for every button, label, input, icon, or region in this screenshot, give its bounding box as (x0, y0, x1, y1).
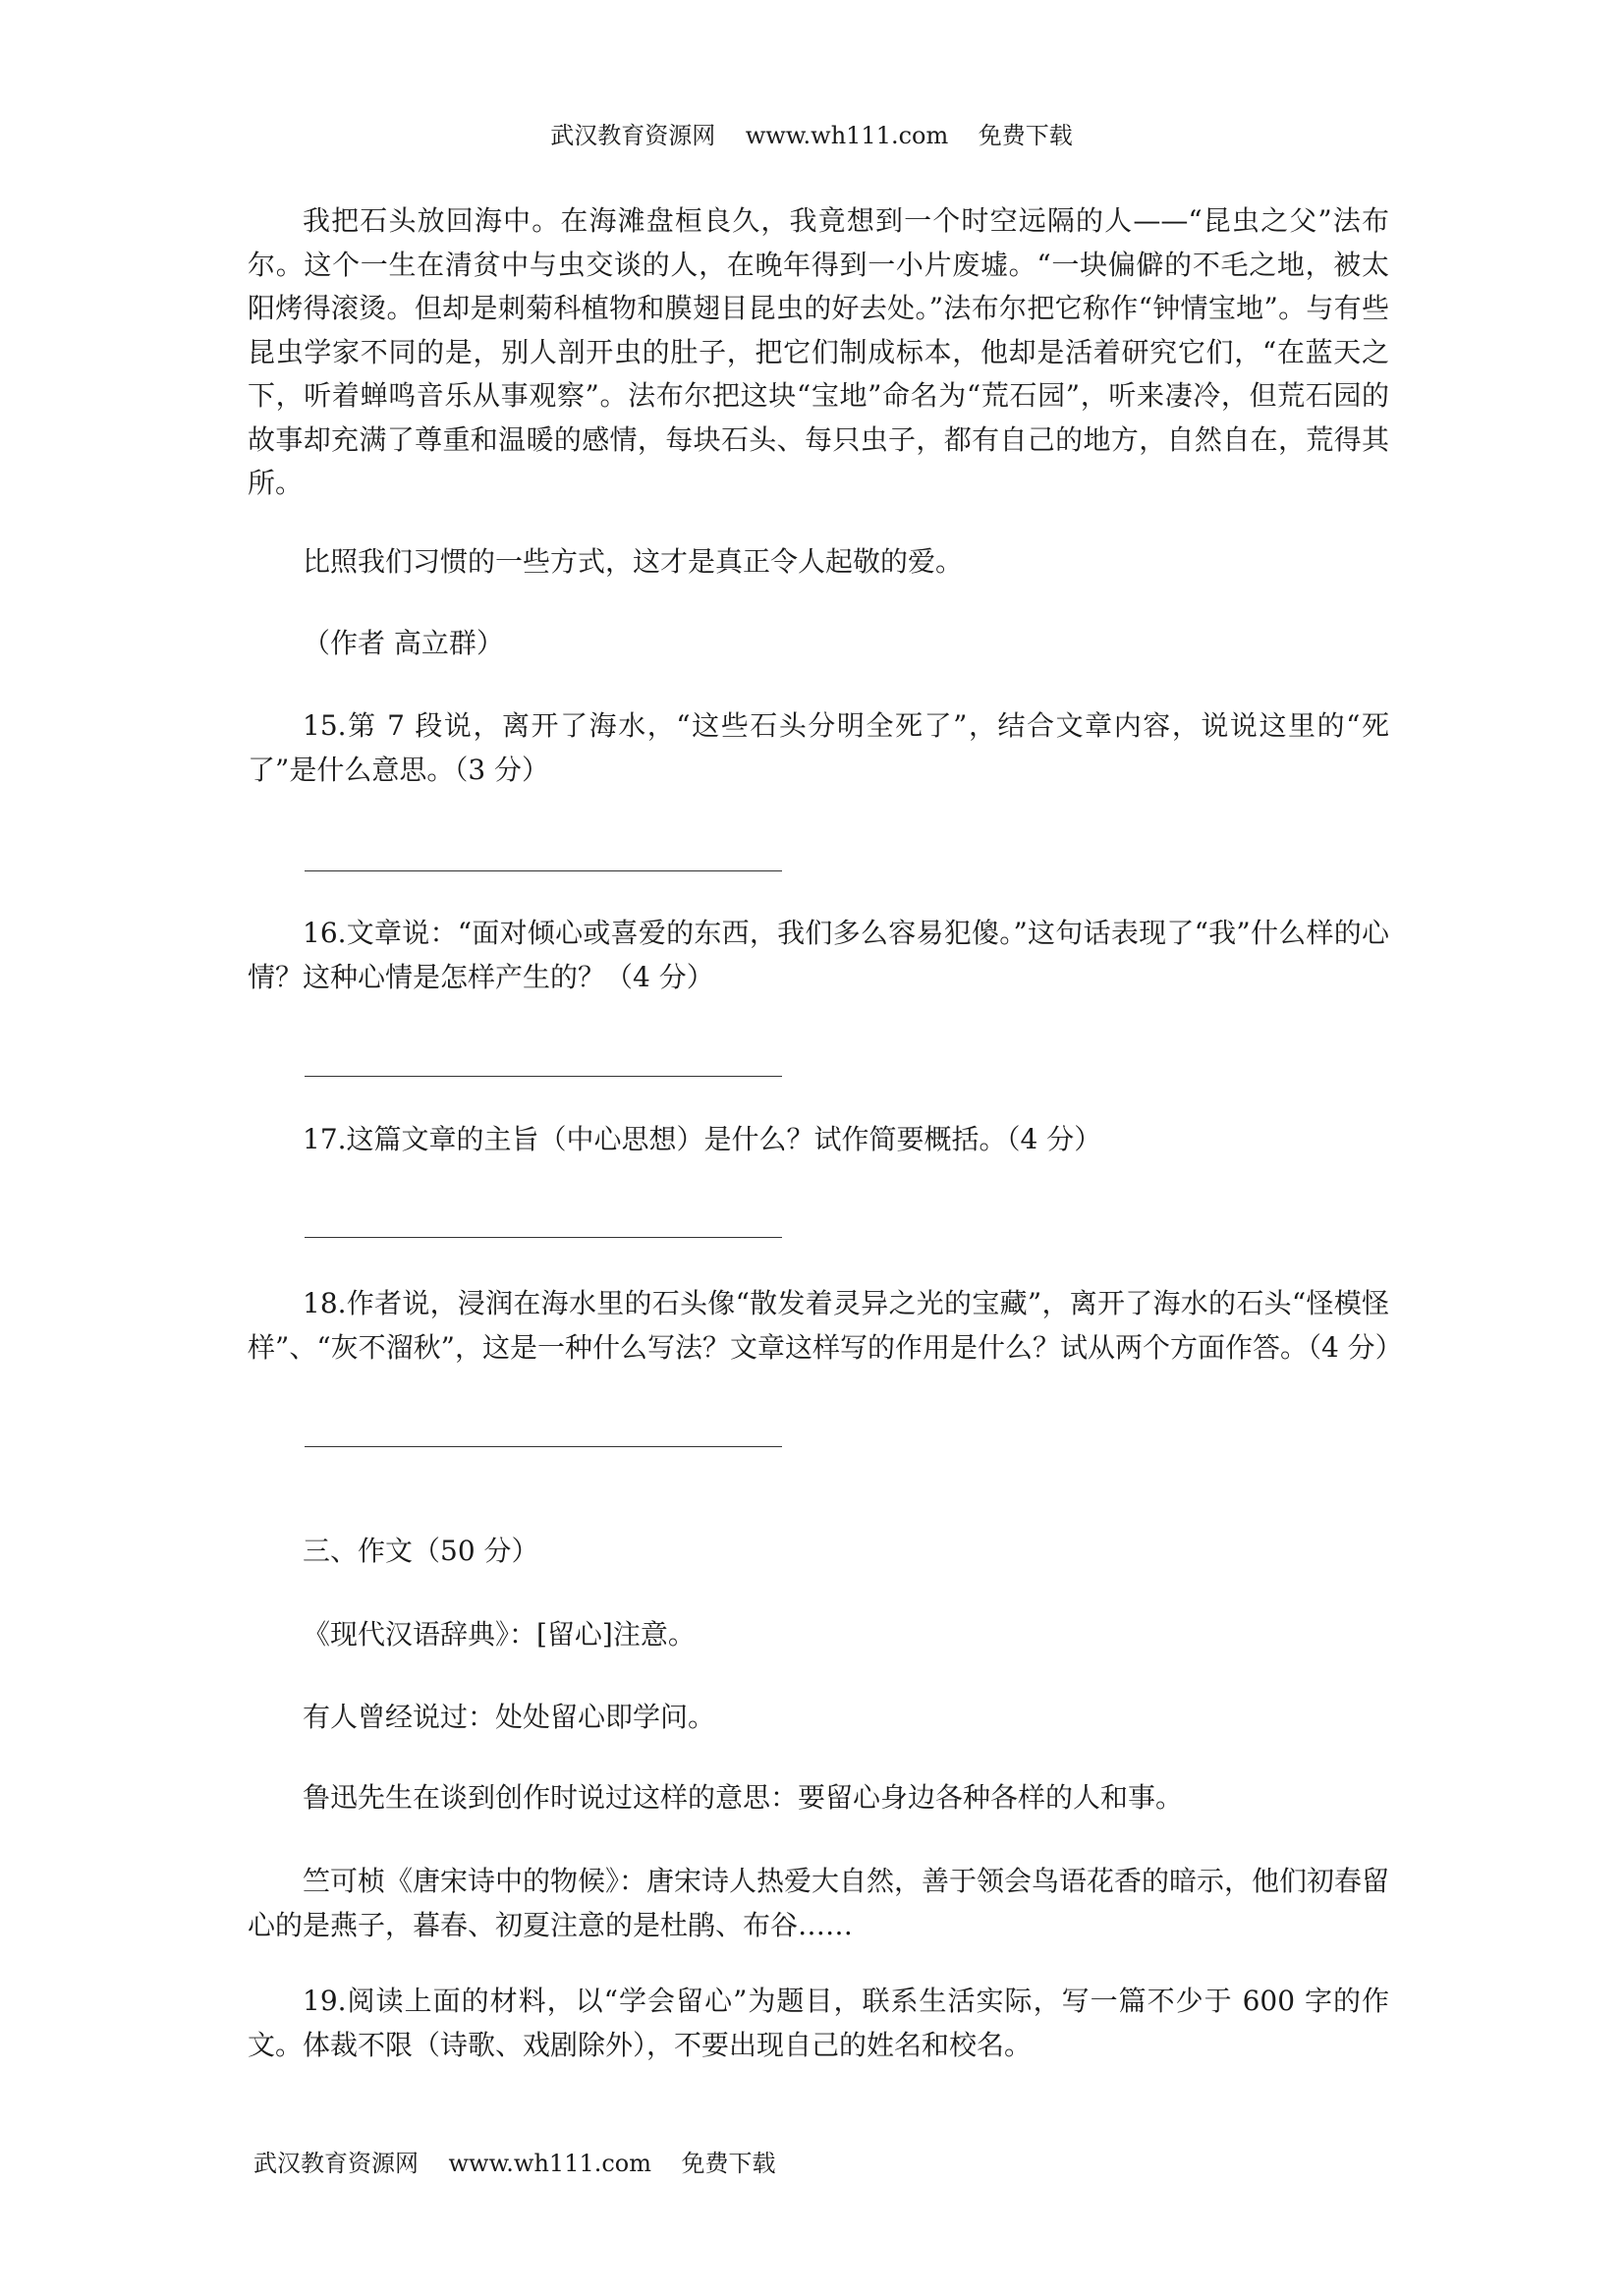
answer-line-16 (305, 1076, 782, 1077)
article-paragraph-1: 我把石头放回海中。在海滩盘桓良久，我竟想到一个时空远隔的人——“昆虫之父”法布尔。这个一生在清贫中与虫交谈的人，在晚年得到一小片废墟。“一块偏僻的不毛之地，被太阳烤得滚烫。但却是刺菊科植物和膜翅目昆虫的好去处。”法布尔把它称作“钟情宝地”。与有些昆虫学家不同的是，别人剖开虫的肚子，把它们制成标本，他却是活着研究它们，“在蓝天之下，听着蝉鸣音乐从事观察”。法布尔把这块“宝地”命名为“荒石园”，听来凄冷，但荒石园的故事却充满了尊重和温暖的感情，每块石头、每只虫子，都有自己的地方，自然自在，荒得其所。 (248, 204, 1389, 499)
article-author: （作者 高立群） (303, 627, 504, 659)
question-15: 15.第 7 段说，离开了海水，“这些石头分明全死了”，结合文章内容，说说这里的“死了”是什么意思。（3 分） (248, 709, 1389, 786)
answer-line-18 (305, 1446, 782, 1447)
answer-line-15 (305, 870, 782, 871)
page-header: 武汉教育资源网 www.wh111.com 免费下载 (550, 122, 1073, 149)
question-18: 18.作者说，浸润在海水里的石头像“散发着灵异之光的宝藏”，离开了海水的石头“怪模怪样”、“灰不溜秋”，这是一种什么写法？文章这样写的作用是什么？试从两个方面作答。（4 分） (248, 1287, 1403, 1364)
composition-material-4: 竺可桢《唐宋诗中的物候》：唐宋诗人热爱大自然，善于领会鸟语花香的暗示，他们初春留心的是燕子，暮春、初夏注意的是杜鹃、布谷…… (248, 1865, 1390, 1941)
composition-material-3: 鲁迅先生在谈到创作时说过这样的意思：要留心身边各种各样的人和事。 (303, 1781, 1184, 1814)
answer-line-17 (305, 1237, 782, 1238)
composition-material-2: 有人曾经说过：处处留心即学问。 (303, 1701, 716, 1733)
question-16: 16.文章说：“面对倾心或喜爱的东西，我们多么容易犯傻。”这句话表现了“我”什么样的心情？这种心情是怎样产生的？（4 分） (248, 917, 1389, 993)
page-footer: 武汉教育资源网 www.wh111.com 免费下载 (253, 2150, 776, 2177)
question-19: 19.阅读上面的材料，以“学会留心”为题目，联系生活实际，写一篇不少于 600 字的作文。体裁不限（诗歌、戏剧除外），不要出现自己的姓名和校名。 (248, 1985, 1389, 2061)
question-17: 17.这篇文章的主旨（中心思想）是什么？试作简要概括。（4 分） (303, 1123, 1102, 1155)
composition-material-1: 《现代汉语辞典》：[留心]注意。 (303, 1618, 696, 1651)
composition-section-title: 三、作文（50 分） (303, 1535, 539, 1567)
article-paragraph-2: 比照我们习惯的一些方式，这才是真正令人起敬的爱。 (303, 545, 964, 578)
